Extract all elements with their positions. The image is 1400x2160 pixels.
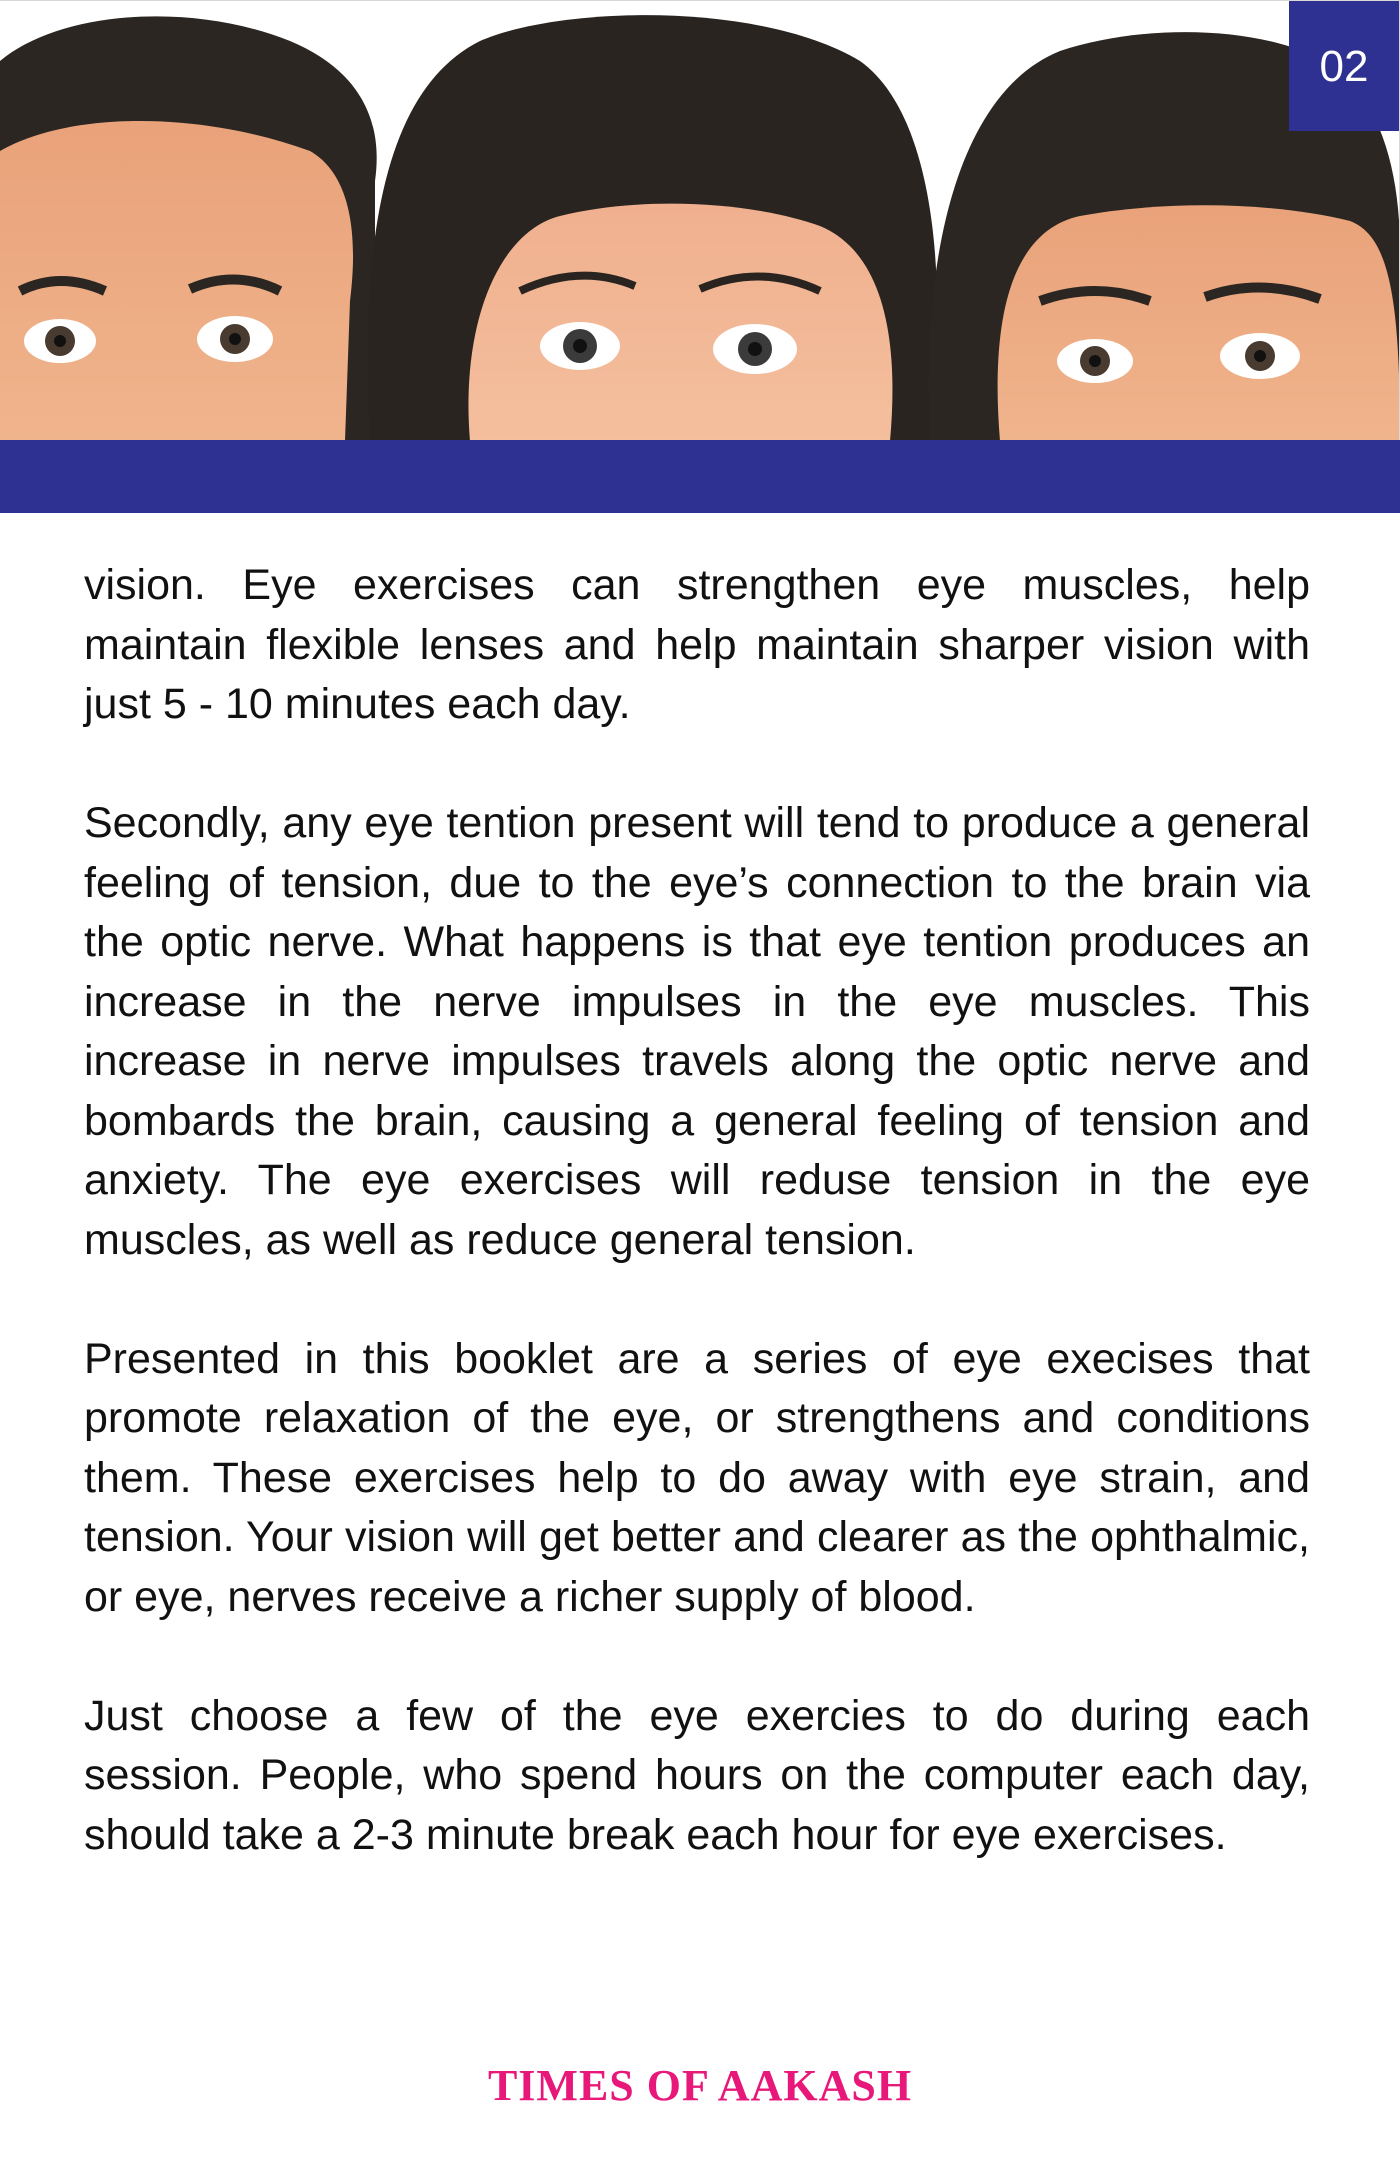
paragraph: Presented in this booklet are a series of eye execises that promote relaxation of the eye, or strengthens and conditions them. These exercises help to do away with eye strain, and tension. Your vision will get better and clearer as the ophthalmic, or eye, nerves receive a richer supply of blood. bbox=[84, 1334, 1310, 1621]
header-band bbox=[0, 440, 1400, 513]
paragraph: vision. Eye exercises can strengthen eye muscles, help maintain flexible lenses and help maintain sharper vision with just 5 - 10 minutes each day. bbox=[84, 561, 1310, 728]
footer-brand: TIMES OF AAKASH bbox=[487, 2061, 913, 2110]
page-number-badge: 02 bbox=[1289, 1, 1399, 131]
faces-illustration bbox=[0, 1, 1400, 440]
header-photo bbox=[0, 0, 1400, 440]
paragraph: Secondly, any eye tention present will tend to produce a general feeling of tension, due to the eye’s connection to the brain via the optic nerve. What happens is that eye tention produces an increase in the nerve impulses in the eye muscles. This increase in nerve impulses travels along the optic nerve and bombards the brain, causing a general feeling of tension and anxiety. The eye exercises will reduse tension in the eye muscles, as well as reduce general tension. bbox=[84, 799, 1310, 1264]
left-face bbox=[0, 16, 377, 440]
paragraph: Just choose a few of the eye exercies to do during each session. People, who spend hours on the computer each day, should take a 2-3 minute break each hour for eye exercises. bbox=[84, 1691, 1310, 1859]
body-text bbox=[84, 556, 1310, 1865]
middle-face bbox=[368, 15, 938, 440]
